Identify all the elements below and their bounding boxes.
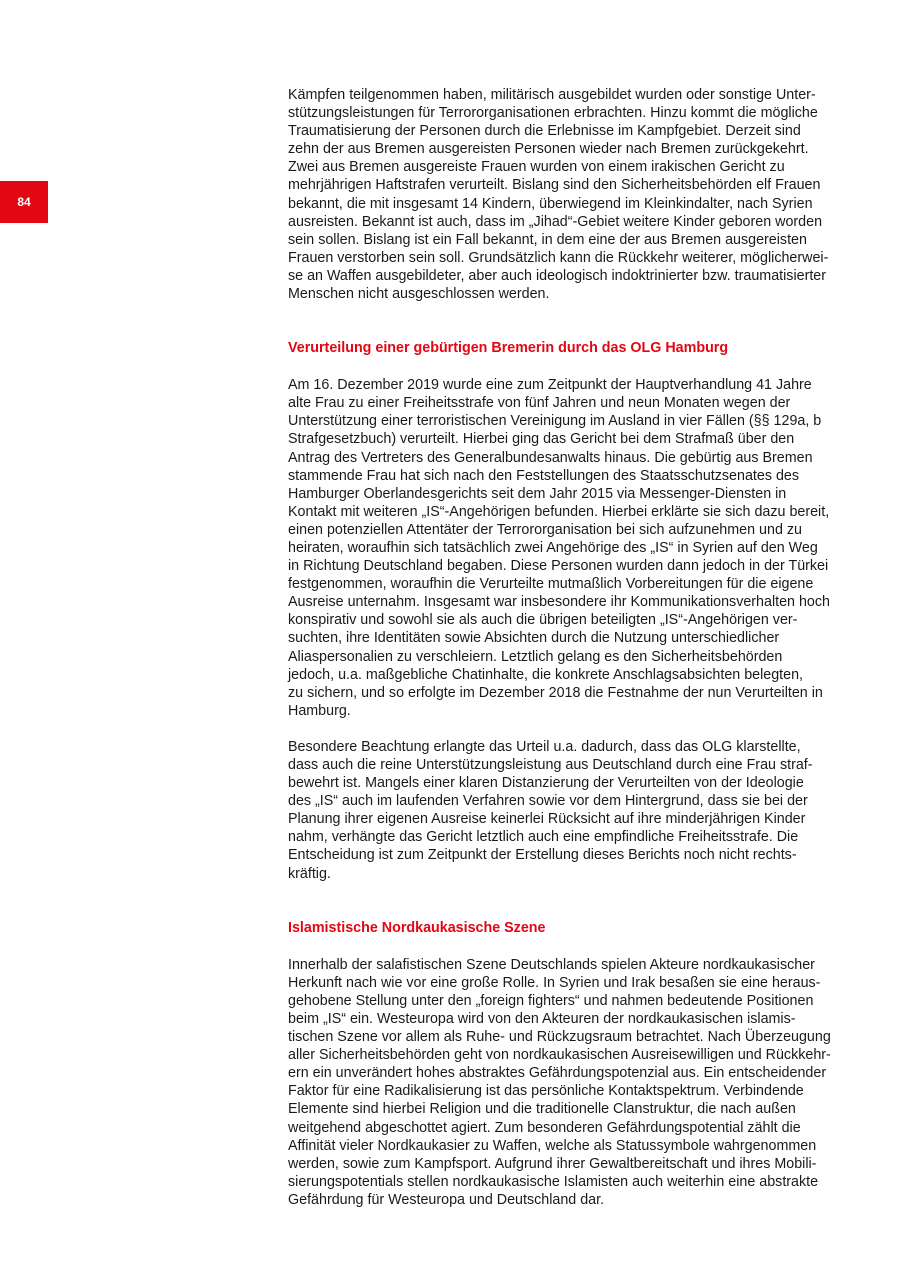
body-paragraph: Innerhalb der salafistischen Szene Deutschlands spielen Akteure nordkaukasischer Herkunft nach wie vor eine große Rolle. In Syrien und Irak besaßen sie eine heraus- gehobene Stellung unter den „foreign fighters“ und nahmen bedeutende Positionen beim „IS“ ein. Westeuropa wird von den Akteuren der nordkaukasischen islamis- tischen Szene vor allem als Ruhe- und Rückzugsraum betrachtet. Nach Überzeugung aller Sicherheitsbehörden geht von nordkaukasischen Ausreisewilligen und Rückkehr- ern ein unverändert hohes abstraktes Gefährdungspotenzial aus. Ein entscheidender Faktor für eine Radikalisierung ist das persönliche Kontaktspektrum. Verbindende Elemente sind hierbei Religion und die traditionelle Clanstruktur, die nach außen weitgehend abgeschottet agiert. Zum besonderen Gefährdungspotential zählt die Affinität vieler Nordkaukasier zu Waffen, welche als Statussymbole wahrgenommen werden, sowie zum Kampfsport. Aufgrund ihrer Gewaltbereitschaft und ihres Mobili- sierungspotentials stellen nordkaukasische Islamisten auch weiterhin eine abstrakte Gefährdung für Westeuropa und Deutschland dar. (288, 956, 831, 1208)
body-paragraph: Am 16. Dezember 2019 wurde eine zum Zeitpunkt der Hauptverhandlung 41 Jahre alte Frau zu einer Freiheitsstrafe von fünf Jahren und neun Monaten wegen der Unterstützung einer terroristischen Vereinigung im Ausland in vier Fällen (§§ 129a, b Strafgesetzbuch) verurteilt. Hierbei ging das Gericht bei dem Strafmaß über den Antrag des Vertreters des Generalbundesanwalts hinaus. Die gebürtig aus Bremen stammende Frau hat sich nach den Feststellungen des Staatsschutzsenates des Hamburger Oberlandesgerichts seit dem Jahr 2015 via Messenger-Diensten in Kontakt mit weiteren „IS“-Angehörigen befunden. Hierbei erklärte sie sich dazu bereit, einen potenziellen Attentäter der Terrororganisation bei sich aufzunehmen und zu heiraten, woraufhin sich tatsächlich zwei Angehörige des „IS“ in Syrien auf den Weg in Richtung Deutschland begaben. Diese Personen wurden dann jedoch in der Türkei festgenommen, woraufhin die Verurteilte mutmaßlich Vorbereitungen für die eigene Ausreise unternahm. Insgesamt war insbesondere ihr Kommunikationsverhalten hoch konspirativ und sowohl sie als auch die übrigen beteiligten „IS“-Angehörigen ver- suchten, ihre Identitäten sowie Absichten durch die Nutzung unterschiedlicher Aliaspersonalien zu verschleiern. Letztlich gelang es den Sicherheitsbehörden jedoch, u.a. maßgebliche Chatinhalte, die konkrete Anschlagsabsichten belegten, zu sichern, und so erfolgte im Dezember 2018 die Festnahme der nun Verurteilten in Hamburg. (288, 377, 830, 719)
section-heading: Verurteilung einer gebürtigen Bremerin durch das OLG Hamburg (288, 340, 729, 357)
page-number: 84 (17, 195, 31, 209)
section-heading: Islamistische Nordkaukasische Szene (288, 919, 546, 936)
body-paragraph: Kämpfen teilgenommen haben, militärisch ausgebildet wurden oder sonstige Unter- stützungsleistungen für Terrororganisationen erbrachten. Hinzu kommt die mögliche Traumatisierung der Personen durch die Erlebnisse im Kampfgebiet. Derzeit sind zehn der aus Bremen ausgereisten Personen wieder nach Bremen zurückgekehrt. Zwei aus Bremen ausgereiste Frauen wurden von einem irakischen Gericht zu mehrjährigen Haftstrafen verurteilt. Bislang sind den Sicherheitsbehörden elf Frauen bekannt, die mit insgesamt 14 Kindern, überwiegend im Kleinkindalter, nach Syrien ausreisten. Bekannt ist auch, dass im „Jihad“-Gebiet weitere Kinder geboren worden sein sollen. Bislang ist ein Fall bekannt, in dem eine der aus Bremen ausgereisten Frauen verstorben sein soll. Grundsätzlich kann die Rückkehr weiterer, möglicherwei- se an Waffen ausgebildeter, aber auch ideologisch indoktrinierter bzw. traumatisierter Menschen nicht ausgeschlossen werden. (288, 87, 829, 303)
page-number-tab (0, 181, 48, 223)
page-content (288, 86, 836, 1209)
body-paragraph: Besondere Beachtung erlangte das Urteil u.a. dadurch, dass das OLG klarstellte, dass auch die reine Unterstützungsleistung aus Deutschland durch eine Frau straf- bewehrt ist. Mangels einer klaren Distanzierung der Verurteilten von der Ideologie des „IS“ auch im laufenden Verfahren sowie vor dem Hintergrund, dass sie bei der Planung ihrer eigenen Ausreise keinerlei Rücksicht auf ihre minderjährigen Kinder nahm, verhängte das Gericht letztlich auch eine empfindliche Freiheitsstrafe. Die Entscheidung ist zum Zeitpunkt der Erstellung dieses Berichts noch nicht rechts- kräftig. (288, 738, 813, 882)
